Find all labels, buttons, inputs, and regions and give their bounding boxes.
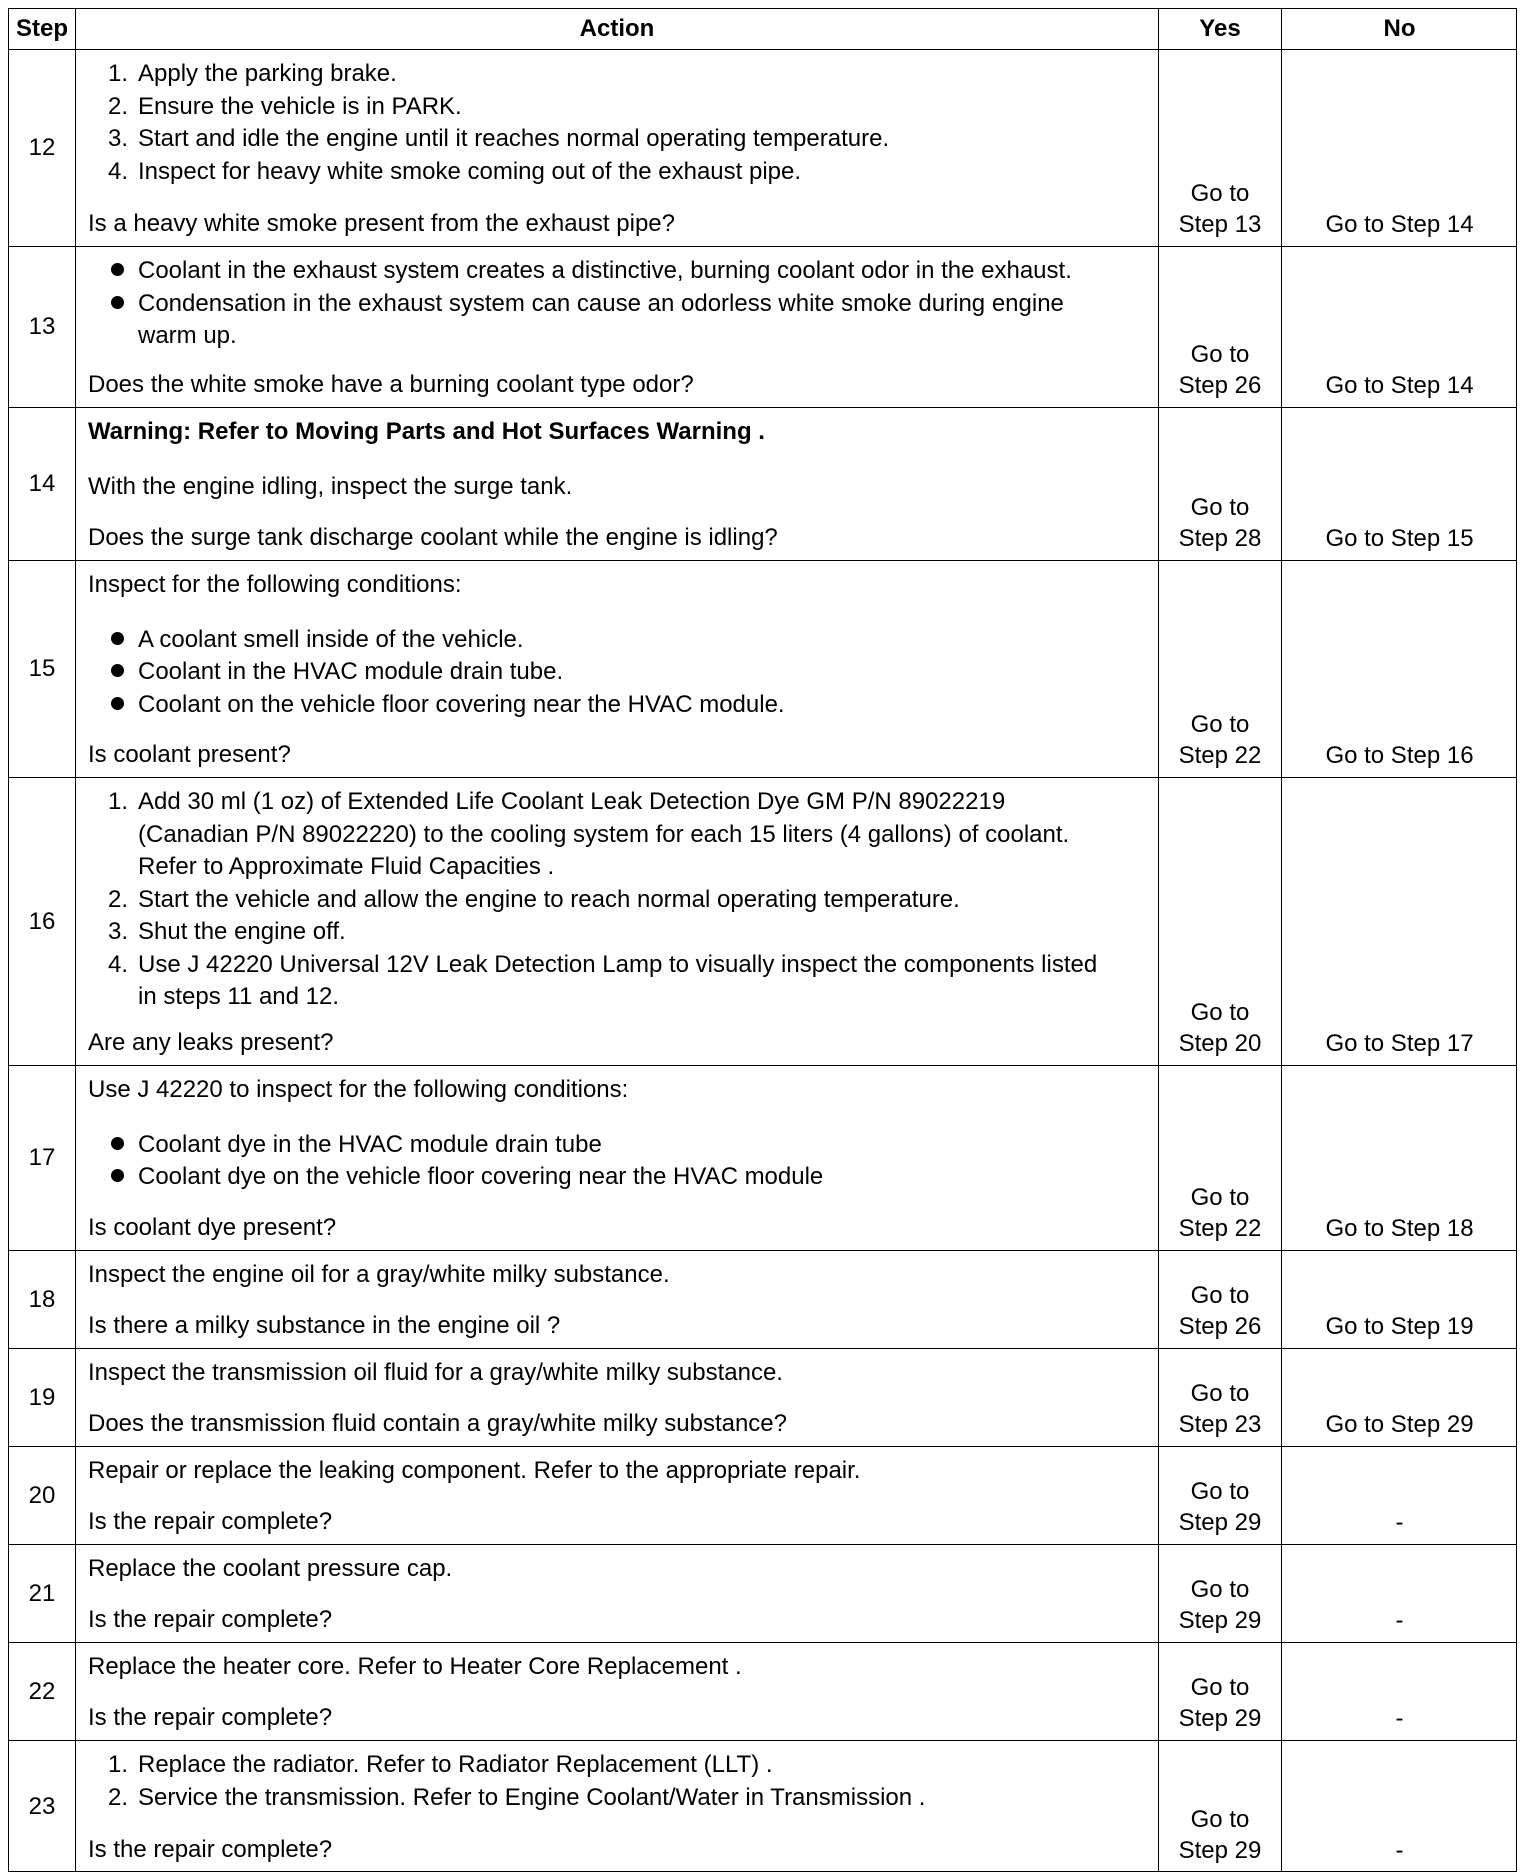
bullet-marker (88, 1161, 138, 1194)
numbered-item (88, 156, 1146, 189)
yes-action-line: Step 13 (1178, 211, 1262, 238)
no-cell (1281, 1446, 1517, 1544)
item-text: Coolant in the exhaust system creates a distinctive, burning coolant odor in the exhaust. (138, 257, 1072, 284)
header-step-label: Step (15, 15, 68, 42)
no-cell (1281, 407, 1517, 560)
yes-action-line: Go to (1190, 1184, 1250, 1211)
action-cell (75, 1065, 1158, 1250)
no-action: Go to Step 17 (1325, 1030, 1474, 1057)
question-text: Is there a milky substance in the engine oil ? (88, 1311, 561, 1339)
step-number-cell (8, 1740, 75, 1872)
yes-action-line: Go to (1190, 999, 1250, 1026)
numbered-item (88, 884, 1146, 917)
bullet-dot-icon (111, 1169, 124, 1182)
instruction-text: Replace the heater core. Refer to Heater Core Replacement . (88, 1653, 742, 1680)
question-text: Are any leaks present? (88, 1028, 334, 1056)
bullet-item (88, 624, 1146, 657)
no-action: Go to Step 14 (1325, 372, 1474, 399)
bullet-item (88, 1161, 1146, 1194)
step-number: 13 (28, 313, 56, 340)
yes-cell (1158, 1348, 1281, 1446)
bullet-marker (88, 819, 138, 852)
item-continuation (88, 851, 1146, 884)
yes-action-line: Go to (1190, 1282, 1250, 1309)
yes-action (1159, 1280, 1281, 1342)
step-number: 20 (28, 1481, 56, 1509)
yes-action-line: Go to (1190, 1806, 1250, 1833)
no-action: Go to Step 14 (1325, 211, 1474, 238)
instruction-text: Inspect the transmission oil fluid for a gray/white milky substance. (88, 1359, 783, 1386)
yes-cell (1158, 246, 1281, 407)
step-number: 19 (28, 1383, 56, 1411)
item-text: Coolant in the HVAC module drain tube. (138, 658, 564, 685)
action-cell (75, 1250, 1158, 1348)
bullet-dot-icon (111, 664, 124, 677)
yes-action-line: Step 29 (1178, 1837, 1262, 1864)
yes-action (1159, 178, 1281, 240)
step-number: 12 (28, 134, 56, 161)
bullet-item (88, 656, 1146, 689)
item-number: 3. (107, 918, 128, 945)
item-text: Replace the radiator. Refer to Radiator Replacement (LLT) . (138, 1751, 773, 1778)
step-number: 14 (28, 470, 56, 497)
bullet-dot-icon (111, 632, 124, 645)
yes-cell (1158, 1740, 1281, 1872)
action-cell (75, 1446, 1158, 1544)
item-number: 3. (107, 125, 128, 152)
yes-action-line: Step 22 (1178, 1215, 1262, 1242)
instruction-text: Repair or replace the leaking component. Refer to the appropriate repair. (88, 1457, 861, 1484)
step-number-cell (8, 49, 75, 246)
numbered-item (88, 91, 1146, 124)
item-text: in steps 11 and 12. (138, 983, 340, 1010)
yes-action (1159, 709, 1281, 771)
numbered-item (88, 123, 1146, 156)
action-cell (75, 1348, 1158, 1446)
step-number-cell (8, 407, 75, 560)
instruction-text: Inspect for the following conditions: (88, 571, 462, 598)
item-text: Condensation in the exhaust system can cause an odorless white smoke during engine (138, 289, 1064, 317)
step-number-cell (8, 1544, 75, 1642)
item-number: 1. (107, 1751, 128, 1778)
step-number-cell (8, 560, 75, 777)
no-action: Go to Step 18 (1325, 1215, 1474, 1242)
header-action-label: Action (579, 15, 655, 42)
item-text: Start the vehicle and allow the engine to reach normal operating temperature. (138, 885, 960, 913)
bullet-item (88, 288, 1146, 321)
yes-action-line: Go to (1190, 494, 1250, 521)
yes-action (1159, 1804, 1281, 1866)
yes-action-line: Go to (1190, 341, 1250, 368)
question-text: Does the white smoke have a burning coolant type odor? (88, 370, 694, 398)
action-cell (75, 560, 1158, 777)
yes-action-line: Go to (1190, 1576, 1250, 1603)
step-number: 23 (28, 1792, 56, 1820)
item-text: Service the transmission. Refer to Engine Coolant/Water in Transmission . (138, 1783, 926, 1811)
action-cell (75, 1642, 1158, 1740)
step-number: 18 (28, 1285, 56, 1313)
item-text: Ensure the vehicle is in PARK. (138, 92, 462, 120)
bullet-dot-icon (111, 296, 124, 309)
item-number: 4. (107, 157, 128, 185)
item-continuation (88, 981, 1146, 1014)
yes-action-line: Go to (1190, 1380, 1250, 1407)
no-action: - (1395, 1837, 1404, 1864)
no-action: - (1395, 1607, 1404, 1634)
yes-action-line: Go to (1190, 1674, 1250, 1701)
item-text: Apply the parking brake. (138, 60, 397, 87)
numbered-item (88, 949, 1146, 982)
no-action: Go to Step 29 (1325, 1411, 1474, 1438)
item-text: Start and idle the engine until it reaches normal operating temperature. (138, 125, 890, 152)
item-text: Coolant dye on the vehicle floor covering near the HVAC module (138, 1163, 824, 1190)
bullet-marker (88, 320, 138, 353)
step-number-cell (8, 1446, 75, 1544)
step-number-cell (8, 1642, 75, 1740)
no-cell (1281, 49, 1517, 246)
no-cell (1281, 1642, 1517, 1740)
item-continuation (88, 819, 1146, 852)
action-cell (75, 1740, 1158, 1872)
item-number: 2. (107, 885, 128, 913)
step-number: 17 (28, 1144, 56, 1171)
yes-action (1159, 492, 1281, 554)
step-number: 16 (28, 907, 56, 935)
yes-action (1159, 1378, 1281, 1440)
item-text: Coolant dye in the HVAC module drain tube (138, 1130, 602, 1158)
yes-cell (1158, 1446, 1281, 1544)
yes-action-line: Step 28 (1178, 525, 1262, 552)
yes-action-line: Step 22 (1178, 742, 1262, 769)
yes-action (1159, 1476, 1281, 1538)
question-text: Is the repair complete? (88, 1605, 333, 1633)
item-text: (Canadian P/N 89022220) to the cooling system for each 15 liters (4 gallons) of coolant. (138, 820, 1070, 848)
no-cell (1281, 246, 1517, 407)
bullet-marker (88, 288, 138, 321)
no-action: Go to Step 19 (1325, 1313, 1474, 1340)
yes-action-line: Step 23 (1178, 1411, 1262, 1438)
yes-cell (1158, 1250, 1281, 1348)
instruction-text: Replace the coolant pressure cap. (88, 1555, 453, 1582)
no-action: - (1395, 1705, 1404, 1732)
yes-action (1159, 339, 1281, 401)
header-yes (1158, 8, 1281, 49)
bullet-marker (88, 656, 138, 689)
item-continuation (88, 320, 1146, 353)
header-step (8, 8, 75, 49)
bullet-marker (88, 981, 138, 1014)
instruction-text: With the engine idling, inspect the surge tank. (88, 472, 573, 500)
step-number-cell (8, 1348, 75, 1446)
yes-action (1159, 1182, 1281, 1244)
no-action: Go to Step 15 (1325, 525, 1474, 552)
yes-cell (1158, 49, 1281, 246)
yes-action-line: Step 29 (1178, 1705, 1262, 1732)
header-action (75, 8, 1158, 49)
warning-text: Warning: Refer to Moving Parts and Hot Surfaces Warning . (88, 418, 765, 445)
yes-action-line: Step 29 (1178, 1607, 1262, 1634)
item-text: A coolant smell inside of the vehicle. (138, 625, 524, 653)
header-no (1281, 8, 1517, 49)
step-number-cell (8, 246, 75, 407)
item-number: 2. (107, 1783, 128, 1811)
step-number: 15 (28, 655, 56, 682)
item-text: Inspect for heavy white smoke coming out of the exhaust pipe. (138, 157, 802, 185)
bullet-item (88, 689, 1146, 722)
question-text: Is a heavy white smoke present from the exhaust pipe? (88, 209, 675, 237)
item-text: Add 30 ml (1 oz) of Extended Life Coolant Leak Detection Dye GM P/N 89022219 (138, 788, 1006, 815)
instruction-text: Inspect the engine oil for a gray/white milky substance. (88, 1261, 670, 1288)
yes-action (1159, 1672, 1281, 1734)
numbered-item (88, 916, 1146, 949)
bullet-item (88, 255, 1146, 288)
question-text: Is the repair complete? (88, 1703, 333, 1731)
item-text: Refer to Approximate Fluid Capacities . (138, 853, 555, 880)
item-text: Use J 42220 Universal 12V Leak Detection Lamp to visually inspect the components listed (138, 950, 1098, 978)
item-text: warm up. (138, 322, 237, 349)
spacer (88, 602, 1146, 624)
step-number-cell (8, 1065, 75, 1250)
numbered-item (88, 1749, 1146, 1782)
action-cell (75, 1544, 1158, 1642)
yes-cell (1158, 1065, 1281, 1250)
step-number-cell (8, 777, 75, 1065)
bullet-marker (88, 689, 138, 722)
yes-cell (1158, 1544, 1281, 1642)
step-number: 22 (28, 1677, 56, 1705)
bullet-marker (88, 255, 138, 288)
bullet-dot-icon (111, 697, 124, 710)
no-cell (1281, 1250, 1517, 1348)
bullet-item (88, 1129, 1146, 1162)
no-cell (1281, 1348, 1517, 1446)
step-number: 21 (28, 1579, 56, 1607)
yes-action-line: Go to (1190, 711, 1250, 738)
question-text: Is the repair complete? (88, 1507, 333, 1535)
no-cell (1281, 1740, 1517, 1872)
yes-action-line: Step 20 (1178, 1030, 1262, 1057)
yes-action-line: Step 26 (1178, 1313, 1262, 1340)
numbered-item (88, 58, 1146, 91)
item-number: 1. (107, 788, 128, 815)
yes-cell (1158, 777, 1281, 1065)
item-number: 1. (107, 60, 128, 87)
no-cell (1281, 1065, 1517, 1250)
no-cell (1281, 560, 1517, 777)
no-action: Go to Step 16 (1325, 742, 1474, 769)
spacer (88, 449, 1146, 471)
action-cell (75, 49, 1158, 246)
item-number: 4. (107, 950, 128, 978)
question-text: Does the surge tank discharge coolant while the engine is idling? (88, 523, 778, 551)
no-cell (1281, 777, 1517, 1065)
question-text: Is the repair complete? (88, 1835, 333, 1863)
yes-action (1159, 1574, 1281, 1636)
bullet-dot-icon (111, 1137, 124, 1150)
item-text: Coolant on the vehicle floor covering near the HVAC module. (138, 690, 785, 718)
bullet-marker (88, 624, 138, 657)
yes-action-line: Go to (1190, 180, 1250, 207)
yes-action-line: Go to (1190, 1478, 1250, 1505)
header-yes-label: Yes (1199, 15, 1241, 42)
no-action: - (1395, 1509, 1404, 1536)
bullet-dot-icon (111, 263, 124, 276)
spacer (88, 1107, 1146, 1129)
question-text: Is coolant present? (88, 740, 291, 768)
yes-cell (1158, 560, 1281, 777)
question-text: Does the transmission fluid contain a gray/white milky substance? (88, 1409, 787, 1437)
item-text: Shut the engine off. (138, 918, 346, 945)
numbered-item (88, 1782, 1146, 1815)
yes-cell (1158, 1642, 1281, 1740)
yes-action (1159, 997, 1281, 1059)
step-number-cell (8, 1250, 75, 1348)
numbered-item (88, 786, 1146, 819)
action-cell (75, 777, 1158, 1065)
no-cell (1281, 1544, 1517, 1642)
instruction-text: Use J 42220 to inspect for the following conditions: (88, 1076, 629, 1103)
yes-action-line: Step 29 (1178, 1509, 1262, 1536)
action-cell (75, 407, 1158, 560)
header-no-label: No (1383, 15, 1416, 42)
bullet-marker (88, 1129, 138, 1162)
bullet-marker (88, 851, 138, 884)
item-number: 2. (107, 92, 128, 120)
yes-action-line: Step 26 (1178, 372, 1262, 399)
question-text: Is coolant dye present? (88, 1213, 337, 1241)
action-cell (75, 246, 1158, 407)
yes-cell (1158, 407, 1281, 560)
